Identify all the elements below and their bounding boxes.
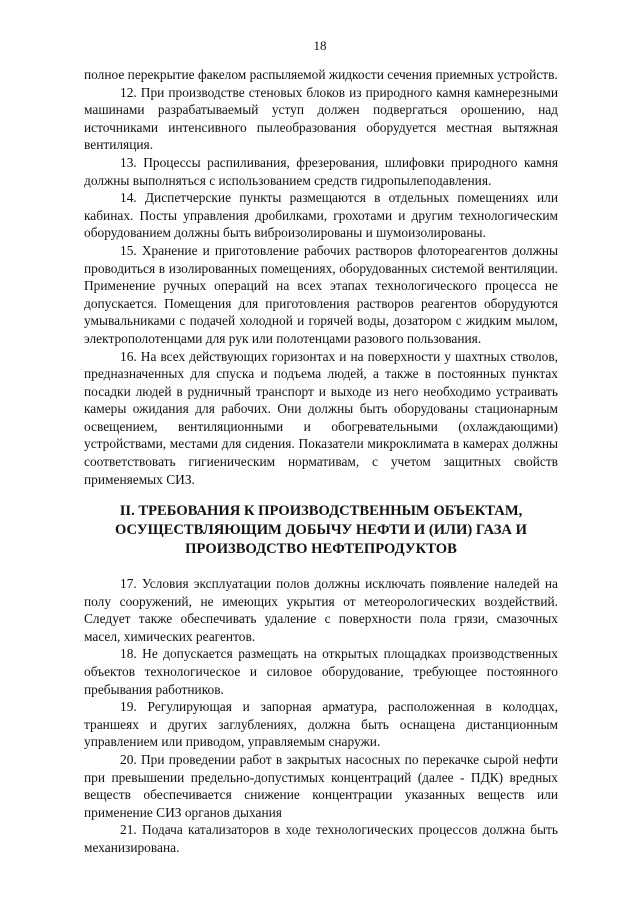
section-heading: II. ТРЕБОВАНИЯ К ПРОИЗВОДСТВЕННЫМ ОБЪЕКТАМ, ОСУЩЕСТВЛЯЮЩИМ ДОБЫЧУ НЕФТИ И (ИЛИ) ГАЗА И ПРОИЗВОДСТВО НЕФТЕПРОДУКТОВ	[115, 503, 527, 557]
paragraph-20: 20. При проведении работ в закрытых насосных по перекачке сырой нефти при превышении предельно-допустимых концентраций (далее - ПДК) вредных веществ обеспечивается снижение концентрации указанных веществ или применение СИЗ органов дыхания	[84, 751, 558, 820]
body-text-lower	[84, 575, 558, 857]
body-text-upper	[84, 66, 558, 488]
paragraph-15: 15. Хранение и приготовление рабочих растворов флотореагентов должны проводиться в изолированных помещениях, оборудованных системой вентиляции. Применение ручных операций на всех этапах технологического процесса не допускается. Помещения для приготовления растворов реагентов оборудуются умывальниками с подачей холодной и горячей воды, дозатором с жидким мылом, электрополотенцами для рук или полотенцами разового пользования.	[84, 242, 558, 346]
paragraph-19: 19. Регулирующая и запорная арматура, расположенная в колодцах, траншеях и других заглублениях, должна быть оснащена дистанционным управлением или приводом, управляемым снаружи.	[84, 699, 558, 750]
paragraph-16: 16. На всех действующих горизонтах и на поверхности у шахтных стволов, предназначенных для спуска и подъема людей, а также в постоянных пунктах посадки людей в рудничный транспорт и выходе из него необходимо устраивать камеры ожидания для рабочих. Они должны быть оборудованы стационарным освещением, вентиляционными и обогревательными (охлаждающими) устройствами, местами для сидения. Показатели микроклимата в камерах должны соответствовать гигиеническим нормативам, с учетом защитных свойств применяемых СИЗ.	[84, 348, 558, 487]
paragraph-continued: полное перекрытие факелом распыляемой жидкости сечения приемных устройств.	[84, 67, 558, 82]
paragraph-12: 12. При производстве стеновых блоков из природного камня камнерезными машинами разрабатываемый уступ должен подвергаться орошению, над источниками интенсивного пылеобразования оборудуется местная вытяжная вентиляция.	[84, 84, 558, 153]
page-number: 18	[313, 38, 327, 53]
paragraph-14: 14. Диспетчерские пункты размещаются в отдельных помещениях или кабинах. Посты управления дробилками, грохотами и другим технологическим оборудованием должны быть виброизолированы и шумоизолированы.	[84, 190, 558, 241]
paragraph-18: 18. Не допускается размещать на открытых площадках производственных объектов технологическое и силовое оборудование, требующее постоянного пребывания работников.	[84, 646, 558, 697]
paragraph-21: 21. Подача катализаторов в ходе технологических процессов должна быть механизирована.	[84, 822, 558, 855]
paragraph-17: 17. Условия эксплуатации полов должны исключать появление наледей на полу сооружений, не имеющих укрытия от метеорологических воздействий. Следует также обеспечивать удаление с поверхности пола грязи, смазочных масел, химических реагентов.	[84, 576, 558, 644]
paragraph-13: 13. Процессы распиливания, фрезерования, шлифовки природного камня должны выполняться с использованием средств гидропылеподавления.	[84, 154, 558, 188]
